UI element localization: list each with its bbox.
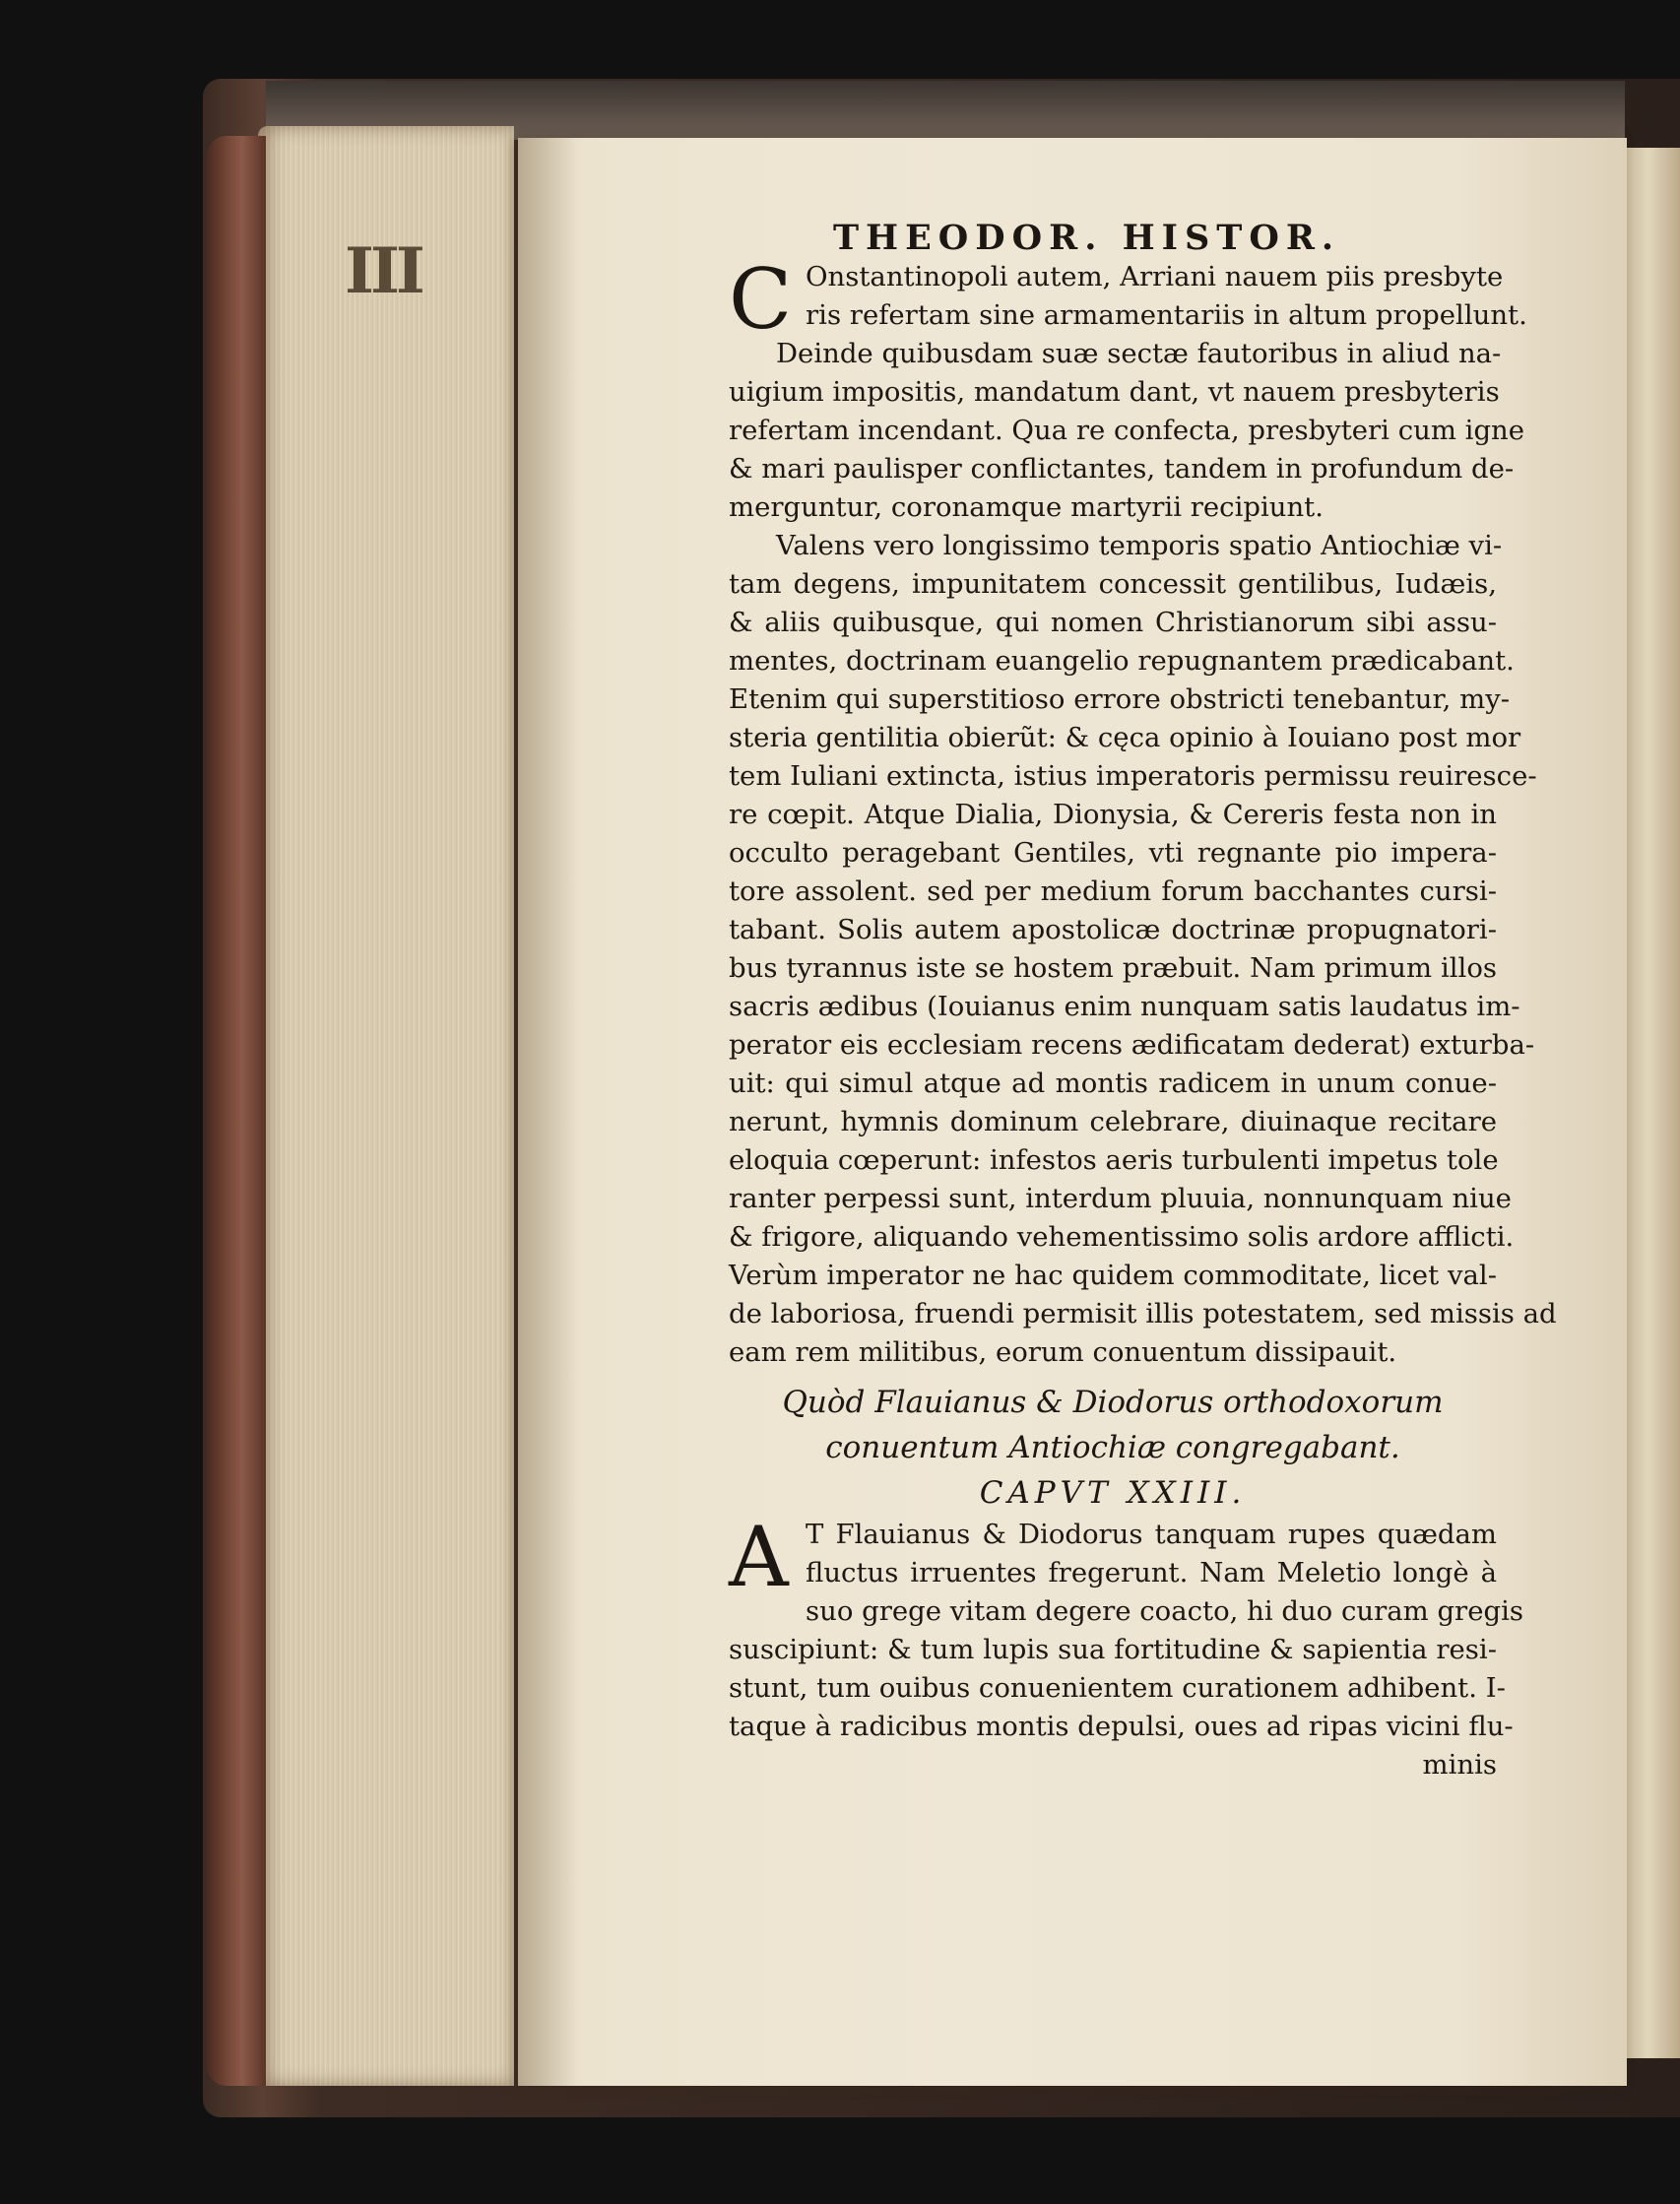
text-line: perator eis ecclesiam recens ædificatam dederat) exturba- [729,1029,1535,1061]
page-edge-mark: III [345,234,421,308]
text-line: & mari paulisper conflictantes, tandem in profundum de- [729,453,1515,485]
gutter-shadow [518,138,577,2086]
text-line: ranter perpessi sunt, interdum pluuia, nonnunquam niue [729,1183,1512,1214]
text-line: tabant. Solis autem apostolicæ doctrinæ propugnatori- [729,914,1497,945]
paragraph-3 [729,1509,1523,1784]
text-line: tore assolent. sed per medium forum bacchantes cursi- [729,875,1497,907]
text-line: re cœpit. Atque Dialia, Dionysia, & Cereris festa non in [729,799,1497,830]
text-line: mentes, doctrinam euangelio repugnantem prædicabant. [729,645,1515,677]
chapter-title-line-2: conuentum Antiochiæ congregabant. [825,1430,1400,1465]
text-line: sacris ædibus (Iouianus enim nunquam satis laudatus im- [729,991,1520,1022]
text-line: uigium impositis, mandatum dant, vt nauem presbyteris [729,376,1500,408]
text-line: refertam incendant. Qua re confecta, presbyteri cum igne [729,415,1525,446]
text-line: Etenim qui superstitioso errore obstricti tenebantur, my- [729,683,1511,715]
text-line: bus tyrannus iste se hostem præbuit. Nam primum illos [729,952,1497,984]
text-line: tam degens, impunitatem concessit gentilibus, Iudæis, [729,568,1497,600]
spine-leather [207,136,266,2086]
text-line: stunt, tum ouibus conuenientem curationem adhibent. I- [729,1672,1506,1704]
text-line: uit: qui simul atque ad montis radicem in unum conue- [729,1068,1497,1099]
running-head: THEODOR. HISTOR. [833,218,1341,258]
chapter-number: CAPVT XXIII. [979,1475,1247,1511]
drop-cap-a: A [729,1509,789,1605]
text-line: occulto peragebant Gentiles, vti regnante pio impera- [729,837,1497,869]
text-line: Verùm imperator ne hac quidem commoditate, licet val- [729,1260,1497,1291]
text-line: & aliis quibusque, qui nomen Christianorum sibi assu- [729,607,1497,638]
text-line: merguntur, coronamque martyrii recipiunt. [729,491,1324,523]
text-line: Valens vero longissimo temporis spatio Antiochiæ vi- [776,530,1503,561]
drop-cap-c: C [729,251,793,348]
text-line: eam rem militibus, eorum conuentum dissipauit. [729,1336,1397,1368]
text-line: & frigore, aliquando vehementissimo solis ardore afflicti. [729,1221,1515,1253]
chapter-heading [729,1380,1497,1516]
chapter-title-line-1: Quòd Flauianus & Diodorus orthodoxorum [782,1385,1444,1420]
text-line: Onstantinopoli autem, Arriani nauem piis presbyte [806,261,1504,292]
paragraph-2 [729,527,1557,1372]
text-line: fluctus irruentes fregerunt. Nam Meletio longè à [806,1557,1497,1588]
right-page-edge [1627,148,1680,2058]
text-line: suo grege vitam degere coacto, hi duo curam gregis [806,1595,1523,1627]
text-line: steria gentilitia obierũt: & cęca opinio à Iouiano post mor [729,722,1521,753]
text-line: Deinde quibusdam suæ sectæ fautoribus in aliud na- [776,338,1502,369]
text-line: taque à radicibus montis depulsi, oues ad ripas vicini flu- [729,1711,1514,1742]
text-line: T Flauianus & Diodorus tanquam rupes quædam [806,1519,1497,1550]
left-page-stack [258,126,514,2086]
paragraph-1 [729,251,1527,527]
text-line: de laboriosa, fruendi permisit illis potestatem, sed missis ad [729,1298,1557,1329]
catchword: minis [1422,1749,1497,1781]
page-text [729,218,1557,1784]
text-line: suscipiunt: & tum lupis sua fortitudine & sapientia resi- [729,1634,1497,1665]
text-line: nerunt, hymnis dominum celebrare, diuinaque recitare [729,1106,1497,1137]
text-line: eloquia cœperunt: infestos aeris turbulenti impetus tole [729,1144,1499,1176]
text-line: ris refertam sine armamentariis in altum propellunt. [806,299,1527,331]
text-line: tem Iuliani extincta, istius imperatoris permissu reuiresce- [729,760,1537,792]
